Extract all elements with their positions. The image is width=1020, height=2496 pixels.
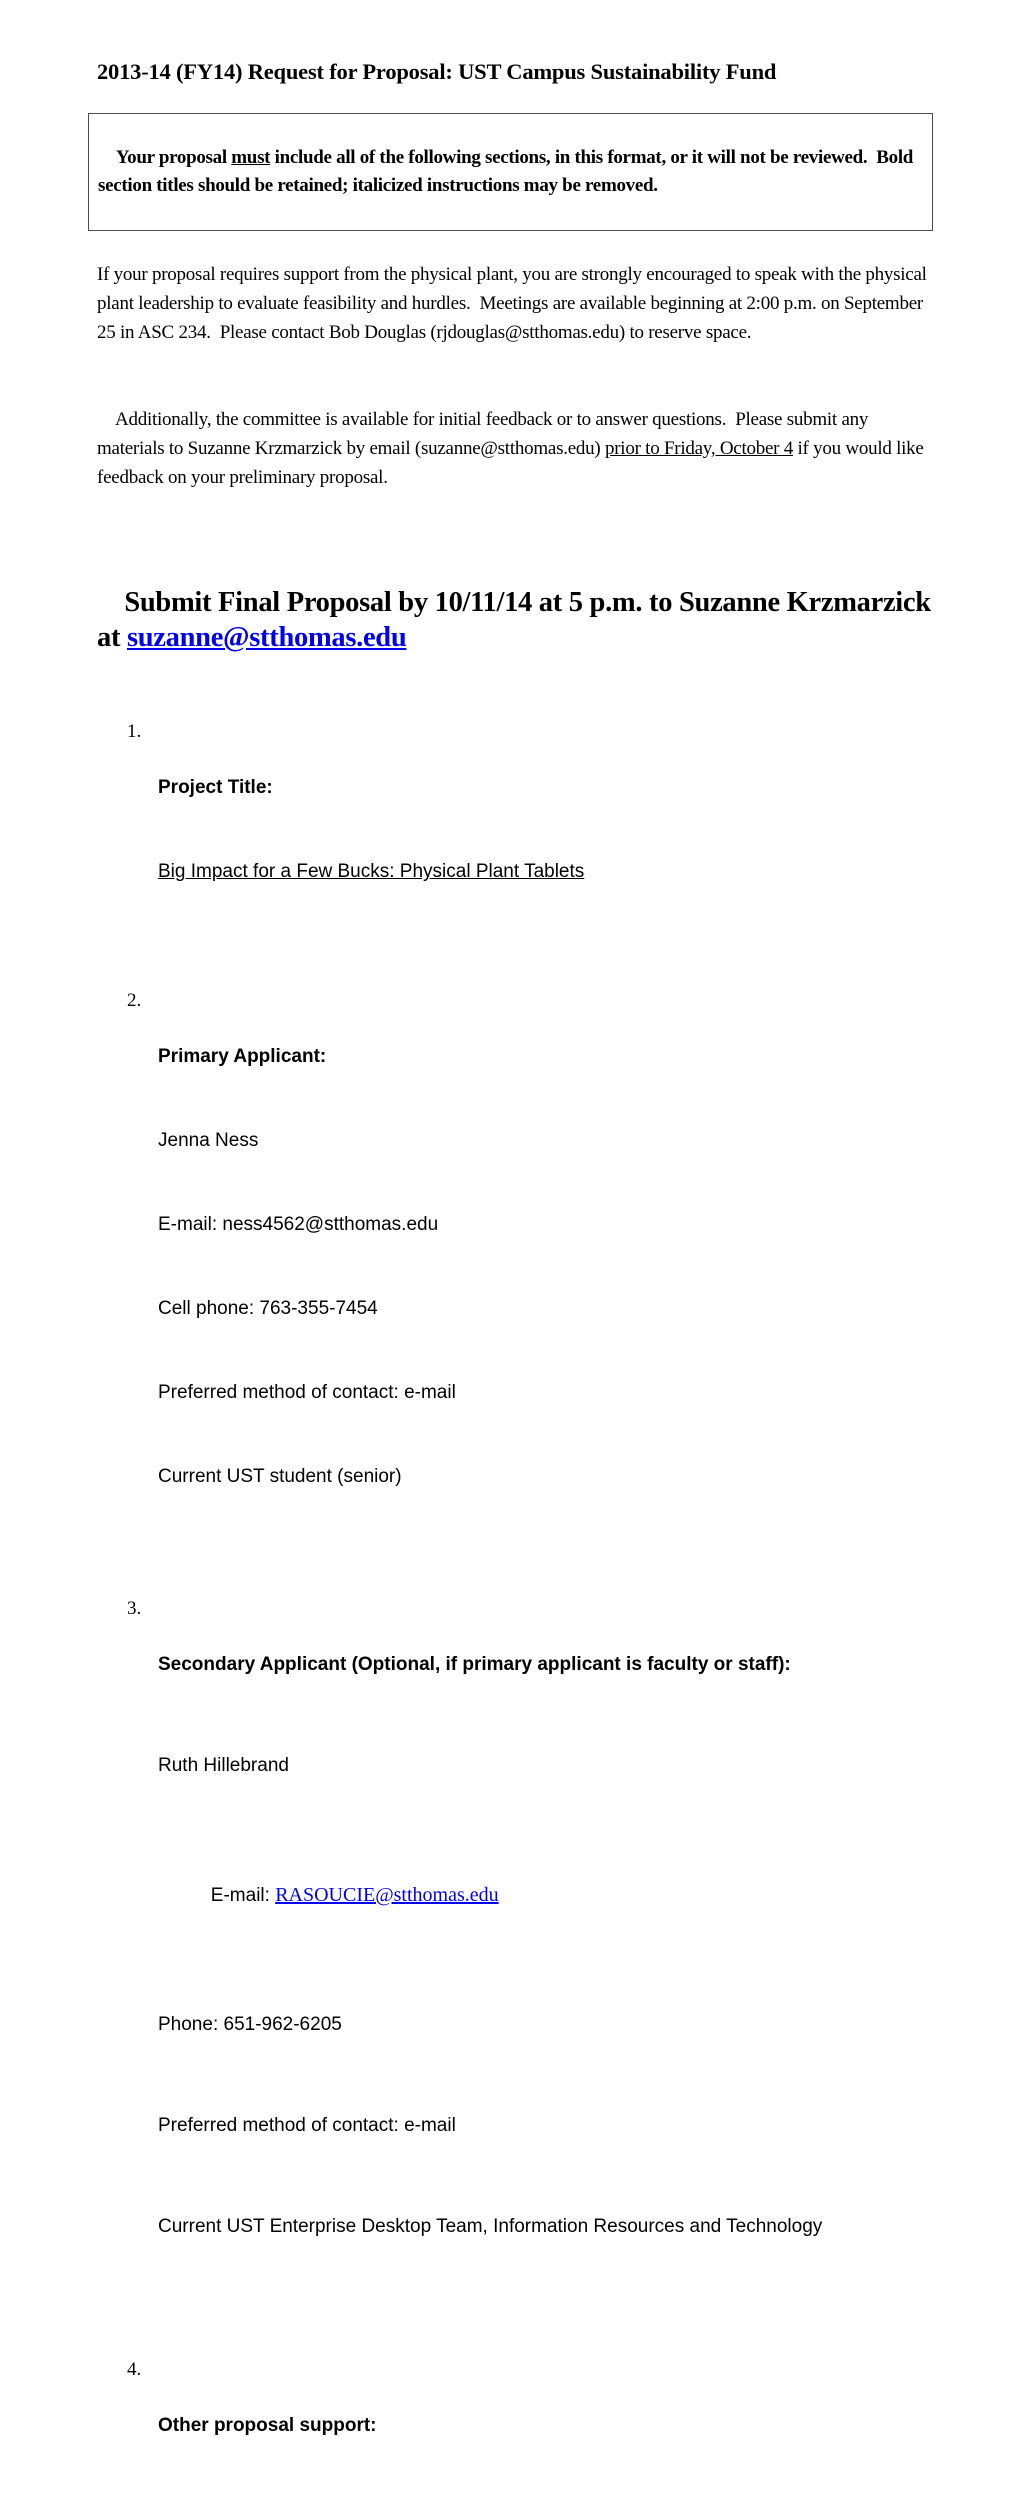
submit-heading-text: Submit Final Proposal by 10/11/14 at 5 p.m. to Suzanne Krzmarzick at [97, 586, 938, 654]
primary-applicant-name: Jenna Ness [158, 1130, 259, 1152]
notice-text-post: include all of the following sections, in this format, or it will not be reviewed. Bold section titles should be retained; italicized instructions may be removed. [98, 146, 918, 196]
submit-deadline-heading [97, 549, 938, 691]
primary-applicant-content [158, 987, 933, 1547]
feedback-paragraph [97, 377, 933, 521]
proposal-sections-list [97, 718, 933, 2496]
list-number-1: 1. [127, 721, 142, 743]
secondary-applicant-phone: Phone: 651-962-6205 [158, 2014, 342, 2036]
list-number-2: 2. [127, 990, 142, 1012]
notice-box [88, 113, 933, 231]
feedback-deadline-text: prior to Friday, October 4 [604, 437, 794, 459]
primary-applicant-contact-method: Preferred method of contact: e-mail [158, 1382, 456, 1404]
rasoucie-email-link[interactable]: RASOUCIE@stthomas.edu [275, 1884, 499, 1907]
document-page [0, 58, 1020, 2437]
list-item-secondary-applicant [127, 1595, 933, 2297]
secondary-applicant-content [158, 1595, 933, 2297]
list-number-4: 4. [127, 2359, 142, 2381]
primary-applicant-status: Current UST student (senior) [158, 1466, 402, 1488]
list-item-primary-applicant [127, 987, 933, 1547]
list-number-3: 3. [127, 1598, 142, 1620]
project-title-content [158, 718, 933, 942]
project-title-value: Big Impact for a Few Bucks: Physical Plant Tablets [158, 861, 585, 883]
physical-plant-paragraph: If your proposal requires support from the physical plant, you are strongly encouraged to speak with the physical plant leadership to evaluate feasibility and hurdles. Meetings are available beginning at 2:00 p.m. on September 25 in ASC 234. Please contact Bob Douglas (rjdouglas@stthomas.edu) to reserve space. [97, 264, 932, 343]
secondary-applicant-team: Current UST Enterprise Desktop Team, Information Resources and Technology [158, 2216, 823, 2238]
list-item-other-support [127, 2356, 933, 2496]
notice-text-must: must [231, 146, 271, 168]
secondary-applicant-email-line [158, 1853, 933, 1938]
primary-applicant-email: E-mail: ness4562@stthomas.edu [158, 1214, 439, 1236]
secondary-applicant-label: Secondary Applicant (Optional, if primary applicant is faculty or staff): [158, 1654, 791, 1676]
other-support-content [158, 2356, 933, 2496]
secondary-applicant-email-label: E-mail: [210, 1885, 276, 1907]
other-support-label: Other proposal support: [158, 2415, 377, 2437]
primary-applicant-label: Primary Applicant: [158, 1046, 327, 1068]
project-title-label: Project Title: [158, 777, 273, 799]
document-title: 2013-14 (FY14) Request for Proposal: UST Campus Sustainability Fund [97, 59, 777, 84]
secondary-applicant-contact-method: Preferred method of contact: e-mail [158, 2115, 456, 2137]
list-item-project-title [127, 718, 933, 942]
secondary-applicant-name: Ruth Hillebrand [158, 1755, 289, 1777]
suzanne-email-link[interactable]: suzanne@stthomas.edu [126, 622, 407, 654]
primary-applicant-phone: Cell phone: 763-355-7454 [158, 1298, 378, 1320]
notice-text-pre: Your proposal [115, 146, 232, 168]
feedback-text-pre: Additionally, the committee is available for initial feedback or to answer questions. Please submit any materials to Suzanne Krzmarzick by email (suzanne@stthomas.edu) [97, 409, 873, 459]
feedback-text-post: if you would like feedback on your preliminary proposal. [97, 437, 929, 488]
